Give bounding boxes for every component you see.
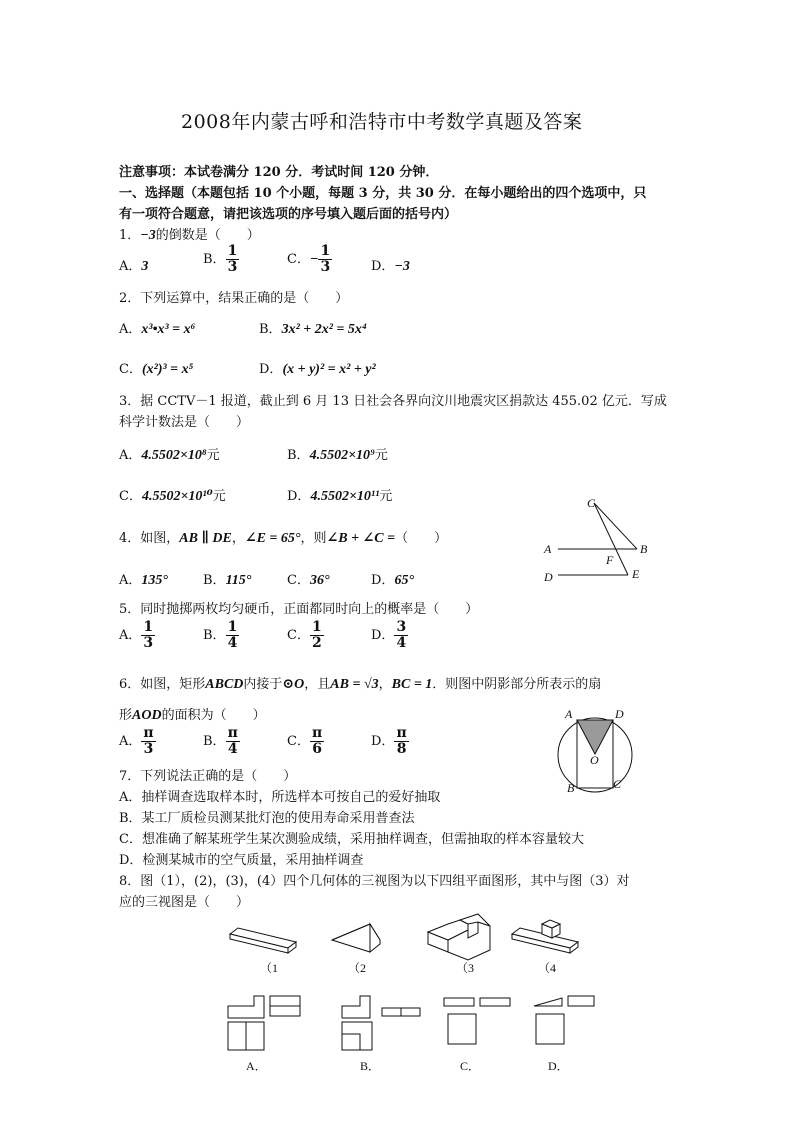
stem-text: ， <box>378 677 392 692</box>
option-label: A． <box>119 734 142 749</box>
views-option-b <box>342 996 420 1050</box>
option-expr: (x²)³ = x⁵ <box>141 362 194 377</box>
q1-number: 1． <box>119 228 141 243</box>
shaded-sector-aod <box>577 720 613 754</box>
q2-stem: 2．下列运算中，结果正确的是（ ） <box>119 291 349 306</box>
q1-option-b <box>203 244 239 275</box>
q4-option-b <box>203 569 251 589</box>
option-label: C． <box>119 489 142 504</box>
numerator: 1 <box>320 243 331 259</box>
denominator: 3 <box>143 635 154 651</box>
q8-stem-line1: 8．图（1），(2)，(3)，(4）四个几何体的三视图为以下四组平面图形，其中与图（3）对 <box>119 874 630 889</box>
fraction <box>141 726 155 757</box>
q1-option-c <box>287 244 332 275</box>
q3-stem-line1: 3．据 CCTV－1 报道，截止到 6 月 13 日社会各界向汶川地震灾区捐款达 455.02 亿元．写成 <box>119 394 667 409</box>
q6-stem-line1 <box>119 673 601 693</box>
label-o: O <box>590 753 599 767</box>
numerator: 1 <box>227 243 238 259</box>
option-value: 3 <box>141 259 149 274</box>
fraction <box>226 620 240 651</box>
solid-1-bar <box>230 928 296 953</box>
q1-math: −3 <box>140 228 156 243</box>
stem-text: ， <box>231 531 245 546</box>
option-expr: 3x² + 2x² = 5x⁴ <box>281 322 367 337</box>
fraction <box>226 244 240 275</box>
option-expr: x³•x³ = x⁶ <box>141 322 196 337</box>
q7-option-a: A．抽样调查选取样本时，所选样本可按自己的爱好抽取 <box>119 790 441 805</box>
stem-text: （ ） <box>395 531 448 546</box>
label-b: B <box>567 781 575 795</box>
option-label: A． <box>119 448 142 463</box>
q5-option-b <box>203 620 239 651</box>
fraction <box>394 726 408 757</box>
denominator: 2 <box>311 635 322 651</box>
option-label: C． <box>119 362 142 377</box>
denominator: 4 <box>396 635 407 651</box>
solid-label-1: （1 <box>260 961 279 975</box>
view-label-b: B． <box>360 1059 381 1073</box>
segment-cb <box>594 503 637 549</box>
numerator: π <box>227 725 238 741</box>
denominator: 3 <box>320 259 331 275</box>
denominator: 4 <box>227 635 238 651</box>
q2-option-d <box>259 358 376 378</box>
option-label: D． <box>371 259 395 274</box>
option-unit: 元 <box>374 448 388 463</box>
denominator: 3 <box>143 741 154 757</box>
q4-option-d <box>371 569 414 589</box>
denominator: 3 <box>227 259 238 275</box>
views-option-a <box>228 996 300 1050</box>
q1-stem <box>119 224 260 244</box>
math: ⊙O <box>282 677 305 692</box>
q7-option-c: C．想准确了解某班学生某次测验成绩，采用抽样调查，但需抽取的样本容量较大 <box>119 832 584 847</box>
q8-solids <box>220 912 600 977</box>
label-d: D <box>544 570 553 584</box>
solid-label-3: （3 <box>456 961 475 975</box>
q4-option-c <box>287 569 330 589</box>
option-label: D． <box>371 573 395 588</box>
q6-figure <box>555 700 645 798</box>
option-label: B． <box>287 448 310 463</box>
q7-option-b: B．某工厂质检员测某批灯泡的使用寿命采用普查法 <box>119 811 415 826</box>
numerator: π <box>143 725 154 741</box>
option-expr: 4.5502×10¹⁰ <box>141 489 213 504</box>
solid-label-2: （2 <box>348 961 367 975</box>
fraction <box>141 620 155 651</box>
q1-option-d <box>371 255 410 275</box>
option-label: C． <box>287 573 310 588</box>
label-f: F <box>606 553 614 567</box>
option-unit: 元 <box>206 448 220 463</box>
numerator: 3 <box>396 619 407 635</box>
solid-4-bar-cube <box>512 920 578 953</box>
label-c: C <box>587 496 596 510</box>
option-label: C． <box>287 628 310 643</box>
option-value: 65° <box>394 573 415 588</box>
option-value: 115° <box>225 573 252 588</box>
numerator: π <box>396 725 407 741</box>
math: ∠B + ∠C = <box>326 531 396 546</box>
option-label: A． <box>119 573 142 588</box>
option-label: B． <box>203 734 226 749</box>
option-label: D． <box>259 362 283 377</box>
math: AB ∥ DE <box>179 531 232 546</box>
fraction <box>310 620 324 651</box>
q3-option-b <box>287 444 388 464</box>
option-label: A． <box>119 259 142 274</box>
q4-option-a <box>119 569 168 589</box>
math: ∠E = 65° <box>244 531 301 546</box>
q6-option-d <box>371 726 409 757</box>
option-label: C． <box>287 734 310 749</box>
stem-text: ．则图中阴影部分所表示的扇 <box>432 677 602 692</box>
q2-option-c <box>119 358 194 378</box>
q1-tail: 的倒数是（ ） <box>155 228 260 243</box>
option-unit: 元 <box>379 489 393 504</box>
q7-option-d: D．检测某城市的空气质量，采用抽样调查 <box>119 853 364 868</box>
solid-3-stepped <box>428 914 490 960</box>
numerator: 1 <box>143 619 154 635</box>
label-c: C <box>613 777 622 791</box>
math: BC = 1 <box>391 677 433 692</box>
fraction <box>310 726 324 757</box>
math: AB = √3 <box>330 677 379 692</box>
label-d: D <box>615 707 624 721</box>
stem-text: 形 <box>119 708 133 723</box>
q6-option-c <box>287 726 324 757</box>
q6-stem-line2 <box>119 704 266 724</box>
option-expr: (x + y)² = x² + y² <box>282 362 376 377</box>
fraction <box>394 620 408 651</box>
q5-option-c <box>287 620 324 651</box>
q8-views <box>220 990 610 1080</box>
q3-option-a <box>119 444 220 464</box>
q5-option-d <box>371 620 408 651</box>
q5-option-a <box>119 620 155 651</box>
option-label: A． <box>119 322 142 337</box>
notice: 注意事项：本试卷满分 120 分．考试时间 120 分钟． <box>119 165 439 180</box>
option-label: A． <box>119 628 142 643</box>
solid-label-4: （4 <box>538 961 557 975</box>
label-a: A <box>544 542 552 556</box>
option-expr: 4.5502×10⁸ <box>141 448 207 463</box>
denominator: 4 <box>227 741 238 757</box>
option-expr: 4.5502×10⁹ <box>309 448 375 463</box>
option-label: B． <box>203 252 226 267</box>
solid-2-wedge <box>332 924 380 952</box>
page-title: 2008年内蒙古呼和浩特市中考数学真题及答案 <box>181 111 583 133</box>
option-value: 135° <box>141 573 168 588</box>
q6-option-b <box>203 726 240 757</box>
stem-text: 的面积为（ ） <box>161 708 266 723</box>
views-option-c <box>444 998 510 1044</box>
option-value: −3 <box>394 259 410 274</box>
view-label-d: D． <box>548 1059 569 1073</box>
option-label: D． <box>371 734 395 749</box>
fraction <box>318 244 332 275</box>
option-value: 36° <box>309 573 330 588</box>
q1-option-a <box>119 255 148 275</box>
numerator: π <box>311 725 323 741</box>
option-label: D． <box>371 628 395 643</box>
stem-text: 内接于 <box>243 677 283 692</box>
q4-figure <box>536 493 666 585</box>
q6-option-a <box>119 726 156 757</box>
label-e: E <box>632 567 640 581</box>
q5-stem: 5．同时抛掷两枚均匀硬币，正面都同时向上的概率是（ ） <box>119 602 479 617</box>
stem-text: 4．如图， <box>119 531 180 546</box>
option-label: B． <box>203 573 226 588</box>
option-label: B． <box>259 322 282 337</box>
denominator: 8 <box>396 741 407 757</box>
math: ABCD <box>205 677 244 692</box>
option-label: D． <box>287 489 311 504</box>
option-unit: 元 <box>212 489 226 504</box>
option-label: C． <box>287 252 310 267</box>
math: AOD <box>132 708 162 723</box>
q8-stem-line2: 应的三视图是（ ） <box>119 895 250 910</box>
denominator: 6 <box>312 741 322 757</box>
q7-stem: 7．下列说法正确的是（ ） <box>119 769 297 784</box>
numerator: 1 <box>227 619 238 635</box>
stem-text: ，且 <box>304 677 331 692</box>
numerator: 1 <box>311 619 322 635</box>
q3-option-d <box>287 485 392 505</box>
views-option-d <box>534 996 594 1044</box>
option-expr: 4.5502×10¹¹ <box>310 489 380 504</box>
section-header-line2: 有一项符合题意，请把该选项的序号填入题后面的括号内） <box>119 207 458 222</box>
q2-option-b <box>259 318 367 338</box>
stem-text: ，则 <box>300 531 327 546</box>
label-b: B <box>640 542 648 556</box>
option-label: B． <box>203 628 226 643</box>
view-label-c: C． <box>460 1059 481 1073</box>
q4-stem <box>119 527 447 547</box>
fraction <box>226 726 240 757</box>
view-label-a: A． <box>246 1059 267 1073</box>
stem-text: 6．如图，矩形 <box>119 677 206 692</box>
sign: − <box>309 252 319 267</box>
q3-stem-line2: 科学计数法是（ ） <box>119 415 250 430</box>
label-a: A <box>565 707 573 721</box>
q2-option-a <box>119 318 196 338</box>
q3-option-c <box>119 485 226 505</box>
section-header-line1: 一、选择题（本题包括 10 个小题，每题 3 分，共 30 分．在每小题给出的四个选项中，只 <box>119 186 647 201</box>
